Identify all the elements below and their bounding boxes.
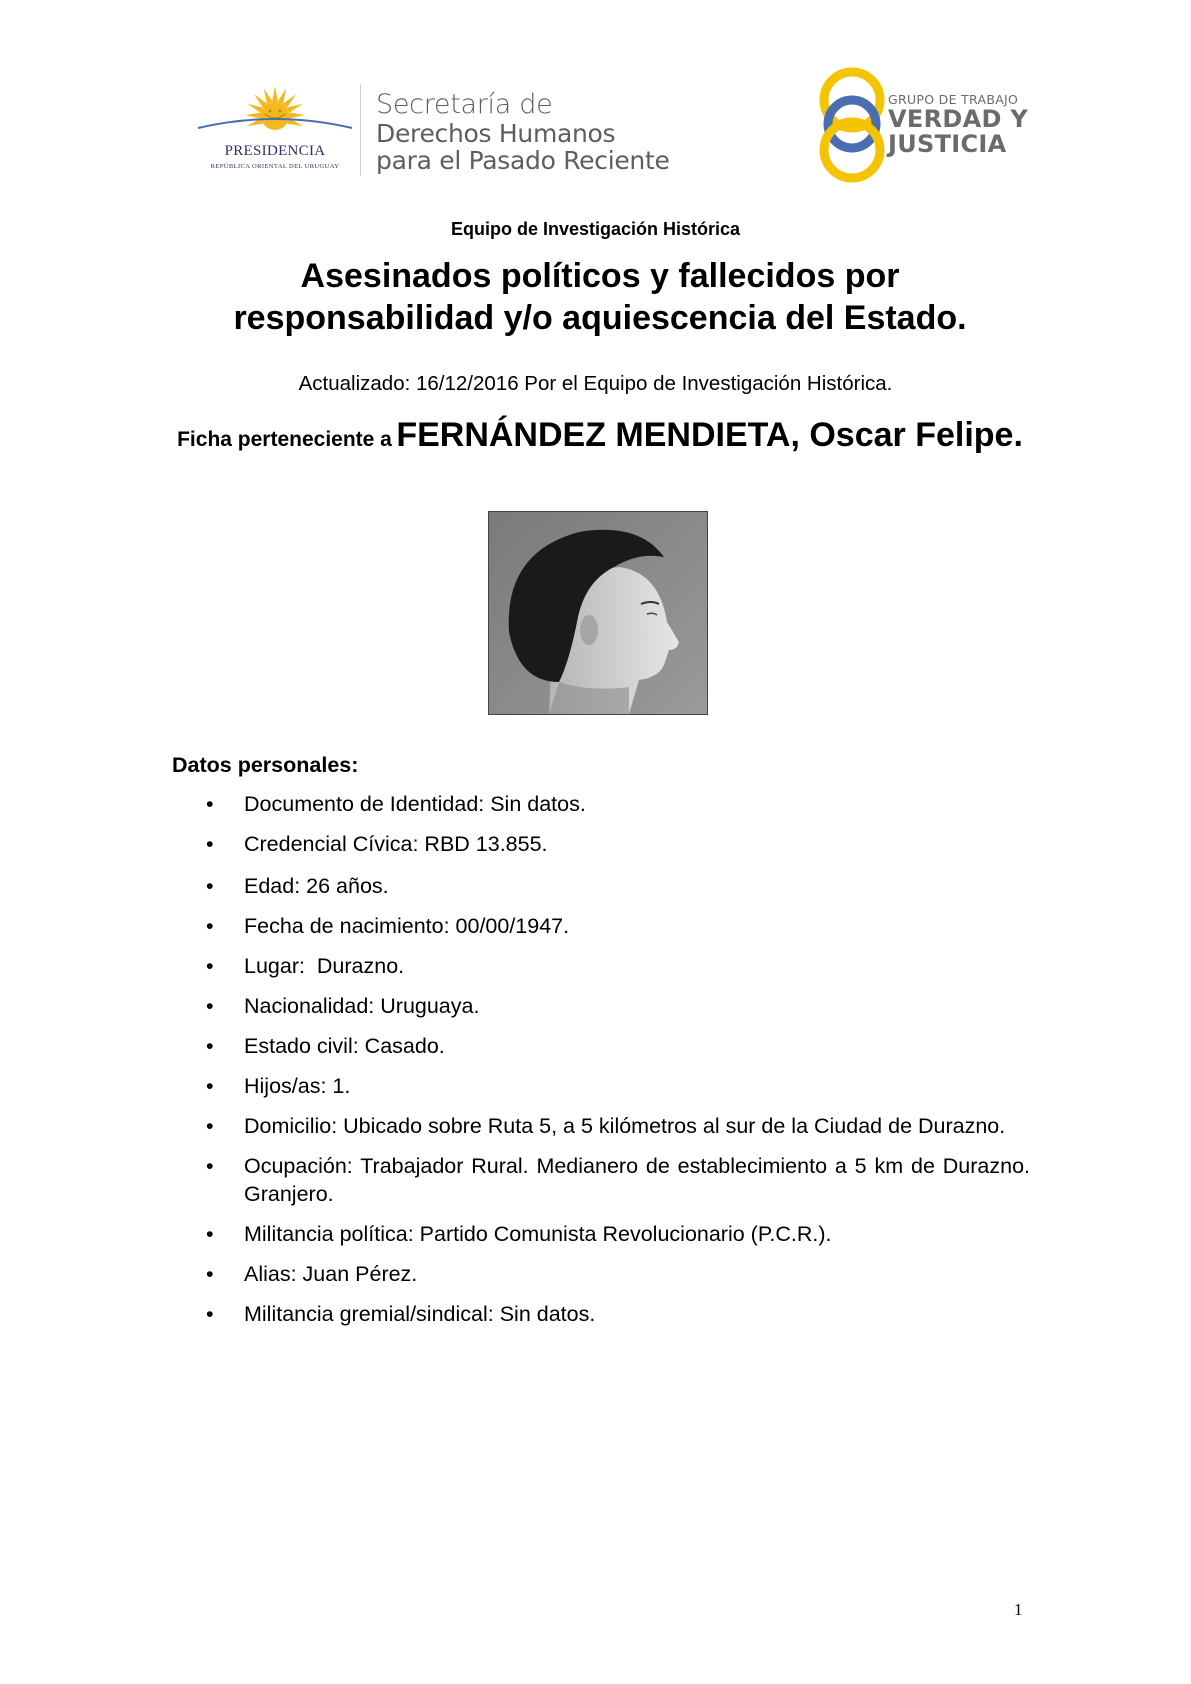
bullet-icon: • xyxy=(206,1034,214,1058)
secretaria-line-2: Derechos Humanos xyxy=(376,119,616,148)
list-item xyxy=(200,872,1030,900)
list-item-text: Militancia política: Partido Comunista Revolucionario (P.C.R.). xyxy=(244,1222,832,1246)
bullet-icon: • xyxy=(206,792,214,816)
team-heading: Equipo de Investigación Histórica xyxy=(450,219,741,239)
list-item xyxy=(200,830,1030,858)
page-number: 1 xyxy=(1014,1600,1023,1619)
list-item xyxy=(200,1072,1030,1100)
bullet-icon: • xyxy=(206,914,214,938)
personal-data-list xyxy=(200,790,1030,1340)
list-item-text: Hijos/as: 1. xyxy=(244,1074,351,1098)
person-photo xyxy=(488,511,708,715)
secretaria-wordmark xyxy=(376,90,716,174)
header-divider xyxy=(360,84,361,176)
verdad-justicia-rings-logo xyxy=(812,62,892,186)
list-item xyxy=(200,1300,1030,1328)
list-item-text: Documento de Identidad: Sin datos. xyxy=(244,792,586,816)
presidencia-subtitle: REPÚBLICA ORIENTAL DEL URUGUAY xyxy=(210,163,340,170)
list-item xyxy=(200,952,1030,980)
secretaria-line-3: para el Pasado Reciente xyxy=(376,146,670,175)
bullet-icon: • xyxy=(206,1154,214,1178)
updated-line: Actualizado: 16/12/2016 Por el Equipo de Investigación Histórica. xyxy=(298,372,893,395)
bullet-icon: • xyxy=(206,1302,214,1326)
ficha-prefix: Ficha perteneciente a xyxy=(177,428,392,451)
secretaria-line-1: Secretaría de xyxy=(376,89,553,120)
presidencia-label: PRESIDENCIA xyxy=(224,143,326,159)
list-item-text: Militancia gremial/sindical: Sin datos. xyxy=(244,1302,596,1326)
list-item xyxy=(200,912,1030,940)
list-item-text: Lugar: Durazno. xyxy=(244,954,405,978)
bullet-icon: • xyxy=(206,994,214,1018)
bullet-icon: • xyxy=(206,832,214,856)
list-item-text: Alias: Juan Pérez. xyxy=(244,1262,418,1286)
list-item-text: Nacionalidad: Uruguaya. xyxy=(244,994,480,1018)
list-item-text: Ocupación: Trabajador Rural. Medianero de establecimiento a 5 km de Durazno. Granjero. xyxy=(244,1154,1030,1206)
list-item-text: Credencial Cívica: RBD 13.855. xyxy=(244,832,548,856)
vj-line-1: VERDAD Y xyxy=(888,105,1029,133)
list-item-text: Domicilio: Ubicado sobre Ruta 5, a 5 kilómetros al sur de la Ciudad de Durazno. xyxy=(244,1114,1006,1138)
person-name: FERNÁNDEZ MENDIETA, Oscar Felipe. xyxy=(396,416,1023,454)
bullet-icon: • xyxy=(206,1262,214,1286)
list-item xyxy=(200,1260,1030,1288)
list-item xyxy=(200,1220,1030,1248)
vj-small-label: GRUPO DE TRABAJO xyxy=(888,92,1019,107)
page-title xyxy=(100,255,1100,339)
bullet-icon: • xyxy=(206,1074,214,1098)
bullet-icon: • xyxy=(206,954,214,978)
bullet-icon: • xyxy=(206,1222,214,1246)
ficha-heading xyxy=(150,414,1050,463)
section-title-personal-data: Datos personales: xyxy=(172,753,359,777)
list-item xyxy=(200,1152,1030,1208)
list-item xyxy=(200,790,1030,818)
title-line-2: responsabilidad y/o aquiescencia del Estado. xyxy=(233,299,967,337)
verdad-justicia-wordmark xyxy=(888,93,1028,157)
bullet-icon: • xyxy=(206,1114,214,1138)
list-item-text: Edad: 26 años. xyxy=(244,874,389,898)
list-item-text: Fecha de nacimiento: 00/00/1947. xyxy=(244,914,570,938)
list-item xyxy=(200,1112,1030,1140)
profile-portrait-image xyxy=(489,512,707,714)
vj-line-2: JUSTICIA xyxy=(888,130,1007,158)
bullet-icon: • xyxy=(206,874,214,898)
title-line-1: Asesinados políticos y fallecidos por xyxy=(300,257,900,295)
list-item-text: Estado civil: Casado. xyxy=(244,1034,445,1058)
list-item xyxy=(200,992,1030,1020)
list-item xyxy=(200,1032,1030,1060)
